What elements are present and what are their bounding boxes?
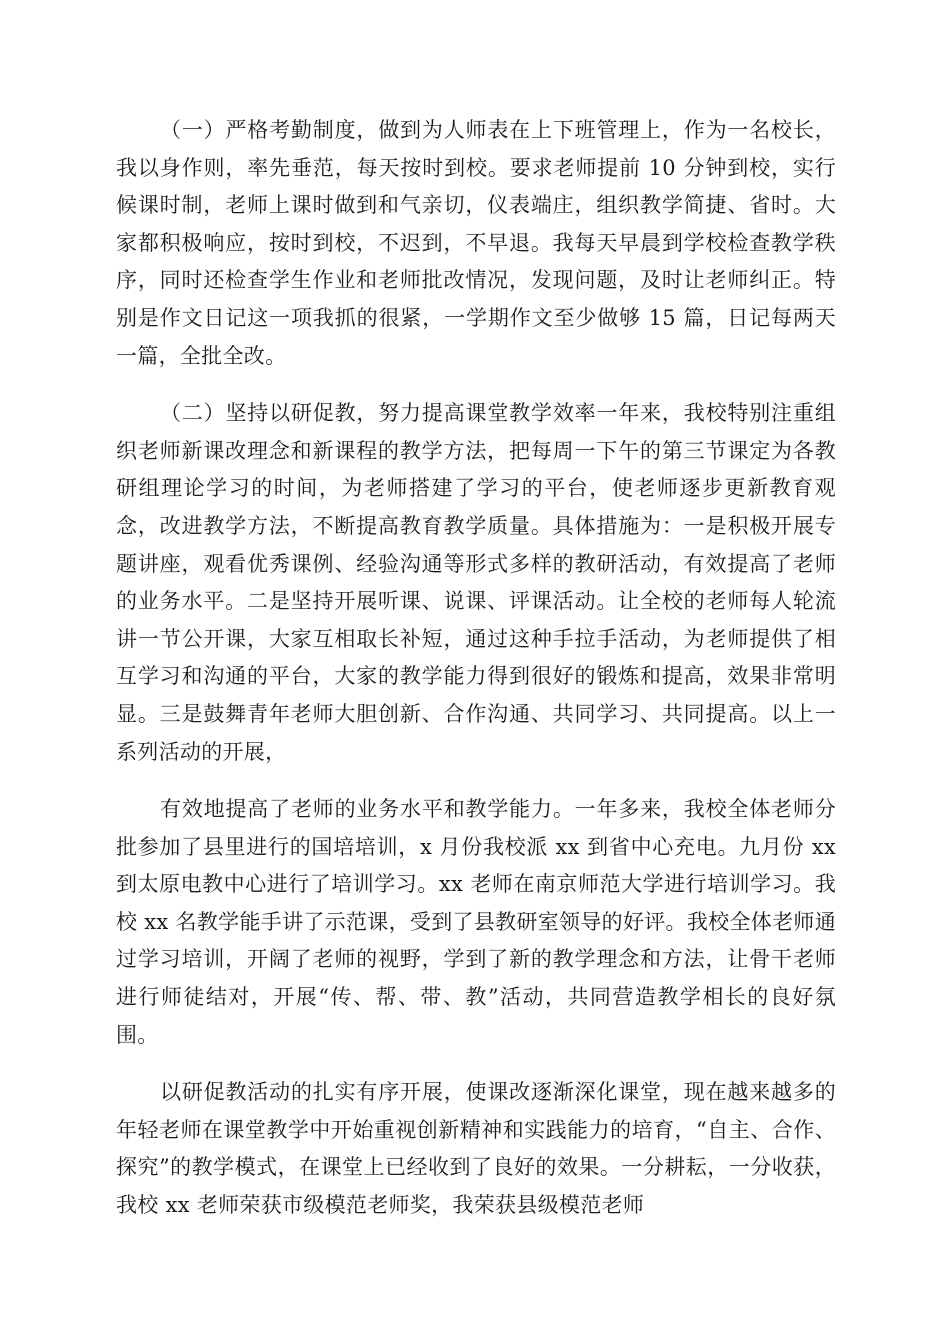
document-body xyxy=(116,112,836,1245)
paragraph-research-teaching: （二）坚持以研促教，努力提高课堂教学效率一年来，我校特别注重组织老师新课改理念和新课程的教学方法，把每周一下午的第三节课定为各教研组理论学习的时间，为老师搭建了学习的平台，使老师逐步更新教育观念，改进教学方法，不断提高教育教学质量。具体措施为：一是积极开展专题讲座，观看优秀课例、经验沟通等形式多样的教研活动，有效提高了老师的业务水平。二是坚持开展听课、说课、评课活动。让全校的老师每人轮流讲一节公开课，大家互相取长补短，通过这种手拉手活动，为老师提供了相互学习和沟通的平台，大家的教学能力得到很好的锻炼和提高，效果非常明显。三是鼓舞青年老师大胆创新、合作沟通、共同学习、共同提高。以上一系列活动的开展， xyxy=(116,401,836,764)
paragraph-attendance: （一）严格考勤制度，做到为人师表在上下班管理上，作为一名校长，我以身作则，率先垂范，每天按时到校。要求老师提前 10 分钟到校，实行候课时制，老师上课时做到和气亲切，仪表端庄，组织教学简捷、省时。大家都积极响应，按时到校，不迟到，不早退。我每天早晨到学校检查教学秩序，同时还检查学生作业和老师批改情况，发现问题，及时让老师纠正。特别是作文日记这一项我抓的很紧，一学期作文至少做够 15 篇，日记每两天一篇，全批全改。 xyxy=(116,118,836,368)
paragraph-results: 以研促教活动的扎实有序开展，使课改逐渐深化课堂，现在越来越多的年轻老师在课堂教学中开始重视创新精神和实践能力的培育，“自主、合作、探究”的教学模式，在课堂上已经收到了良好的效果。一分耕耘，一分收获，我校 xx 老师荣获市级模范老师奖，我荣获县级模范老师 xyxy=(116,1080,836,1218)
paragraph-training: 有效地提高了老师的业务水平和教学能力。一年多来，我校全体老师分批参加了县里进行的国培培训，x 月份我校派 xx 到省中心充电。九月份 xx 到太原电教中心进行了培训学习。xx 老师在南京师范大学进行培训学习。我校 xx 名教学能手讲了示范课，受到了县教研室领导的好评。我校全体老师通过学习培训，开阔了老师的视野，学到了新的教学理念和方法，让骨干老师进行师徒结对，开展“传、帮、带、教”活动，共同营造教学相长的良好氛围。 xyxy=(116,797,836,1047)
